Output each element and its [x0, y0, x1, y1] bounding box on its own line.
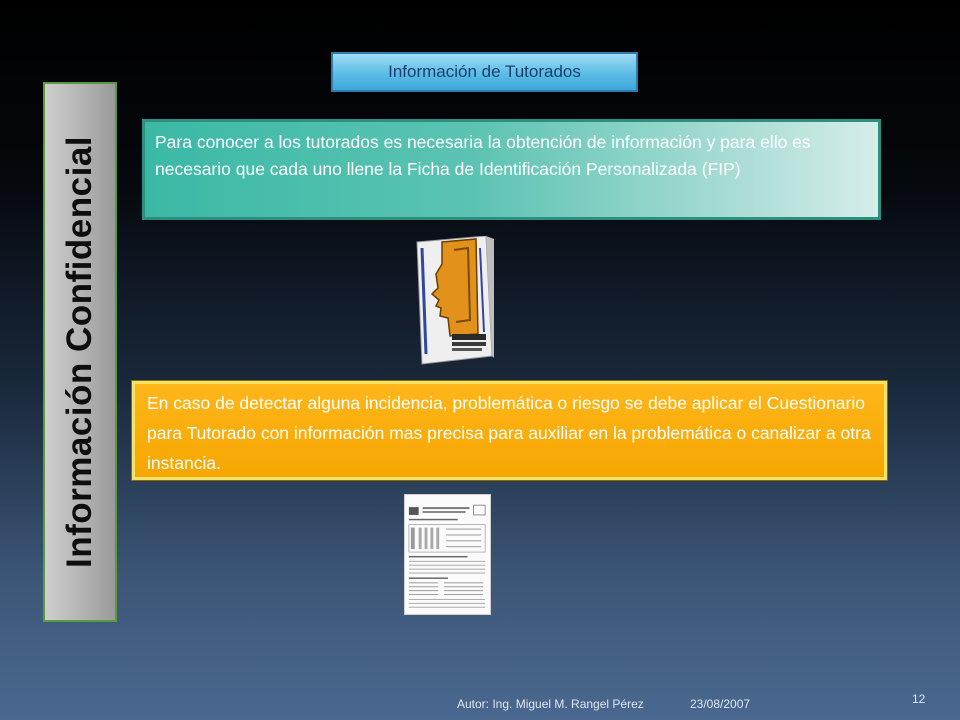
questionnaire-info-text: En caso de detectar alguna incidencia, problemática o riesgo se debe aplicar el Cuestionario para Tutorado con información mas precisa para auxiliar en la problemática o canalizar a otra instancia.	[132, 381, 887, 480]
footer-date: 23/08/2007	[690, 697, 751, 711]
fip-info-text: Para conocer a los tutorados es necesaria la obtención de información y para ello es necesario que cada uno llene la Ficha de Identificación Personalizada (FIP)	[142, 119, 881, 220]
page-number: 12	[912, 692, 926, 706]
side-title: Información Confidencial	[60, 135, 99, 569]
program-box-image	[414, 236, 494, 366]
questionnaire-document-image	[404, 494, 491, 615]
side-title-panel	[43, 82, 117, 622]
footer-author: Autor: Ing. Miguel M. Rangel Pérez	[457, 697, 644, 711]
section-title: Información de Tutorados	[331, 52, 638, 92]
